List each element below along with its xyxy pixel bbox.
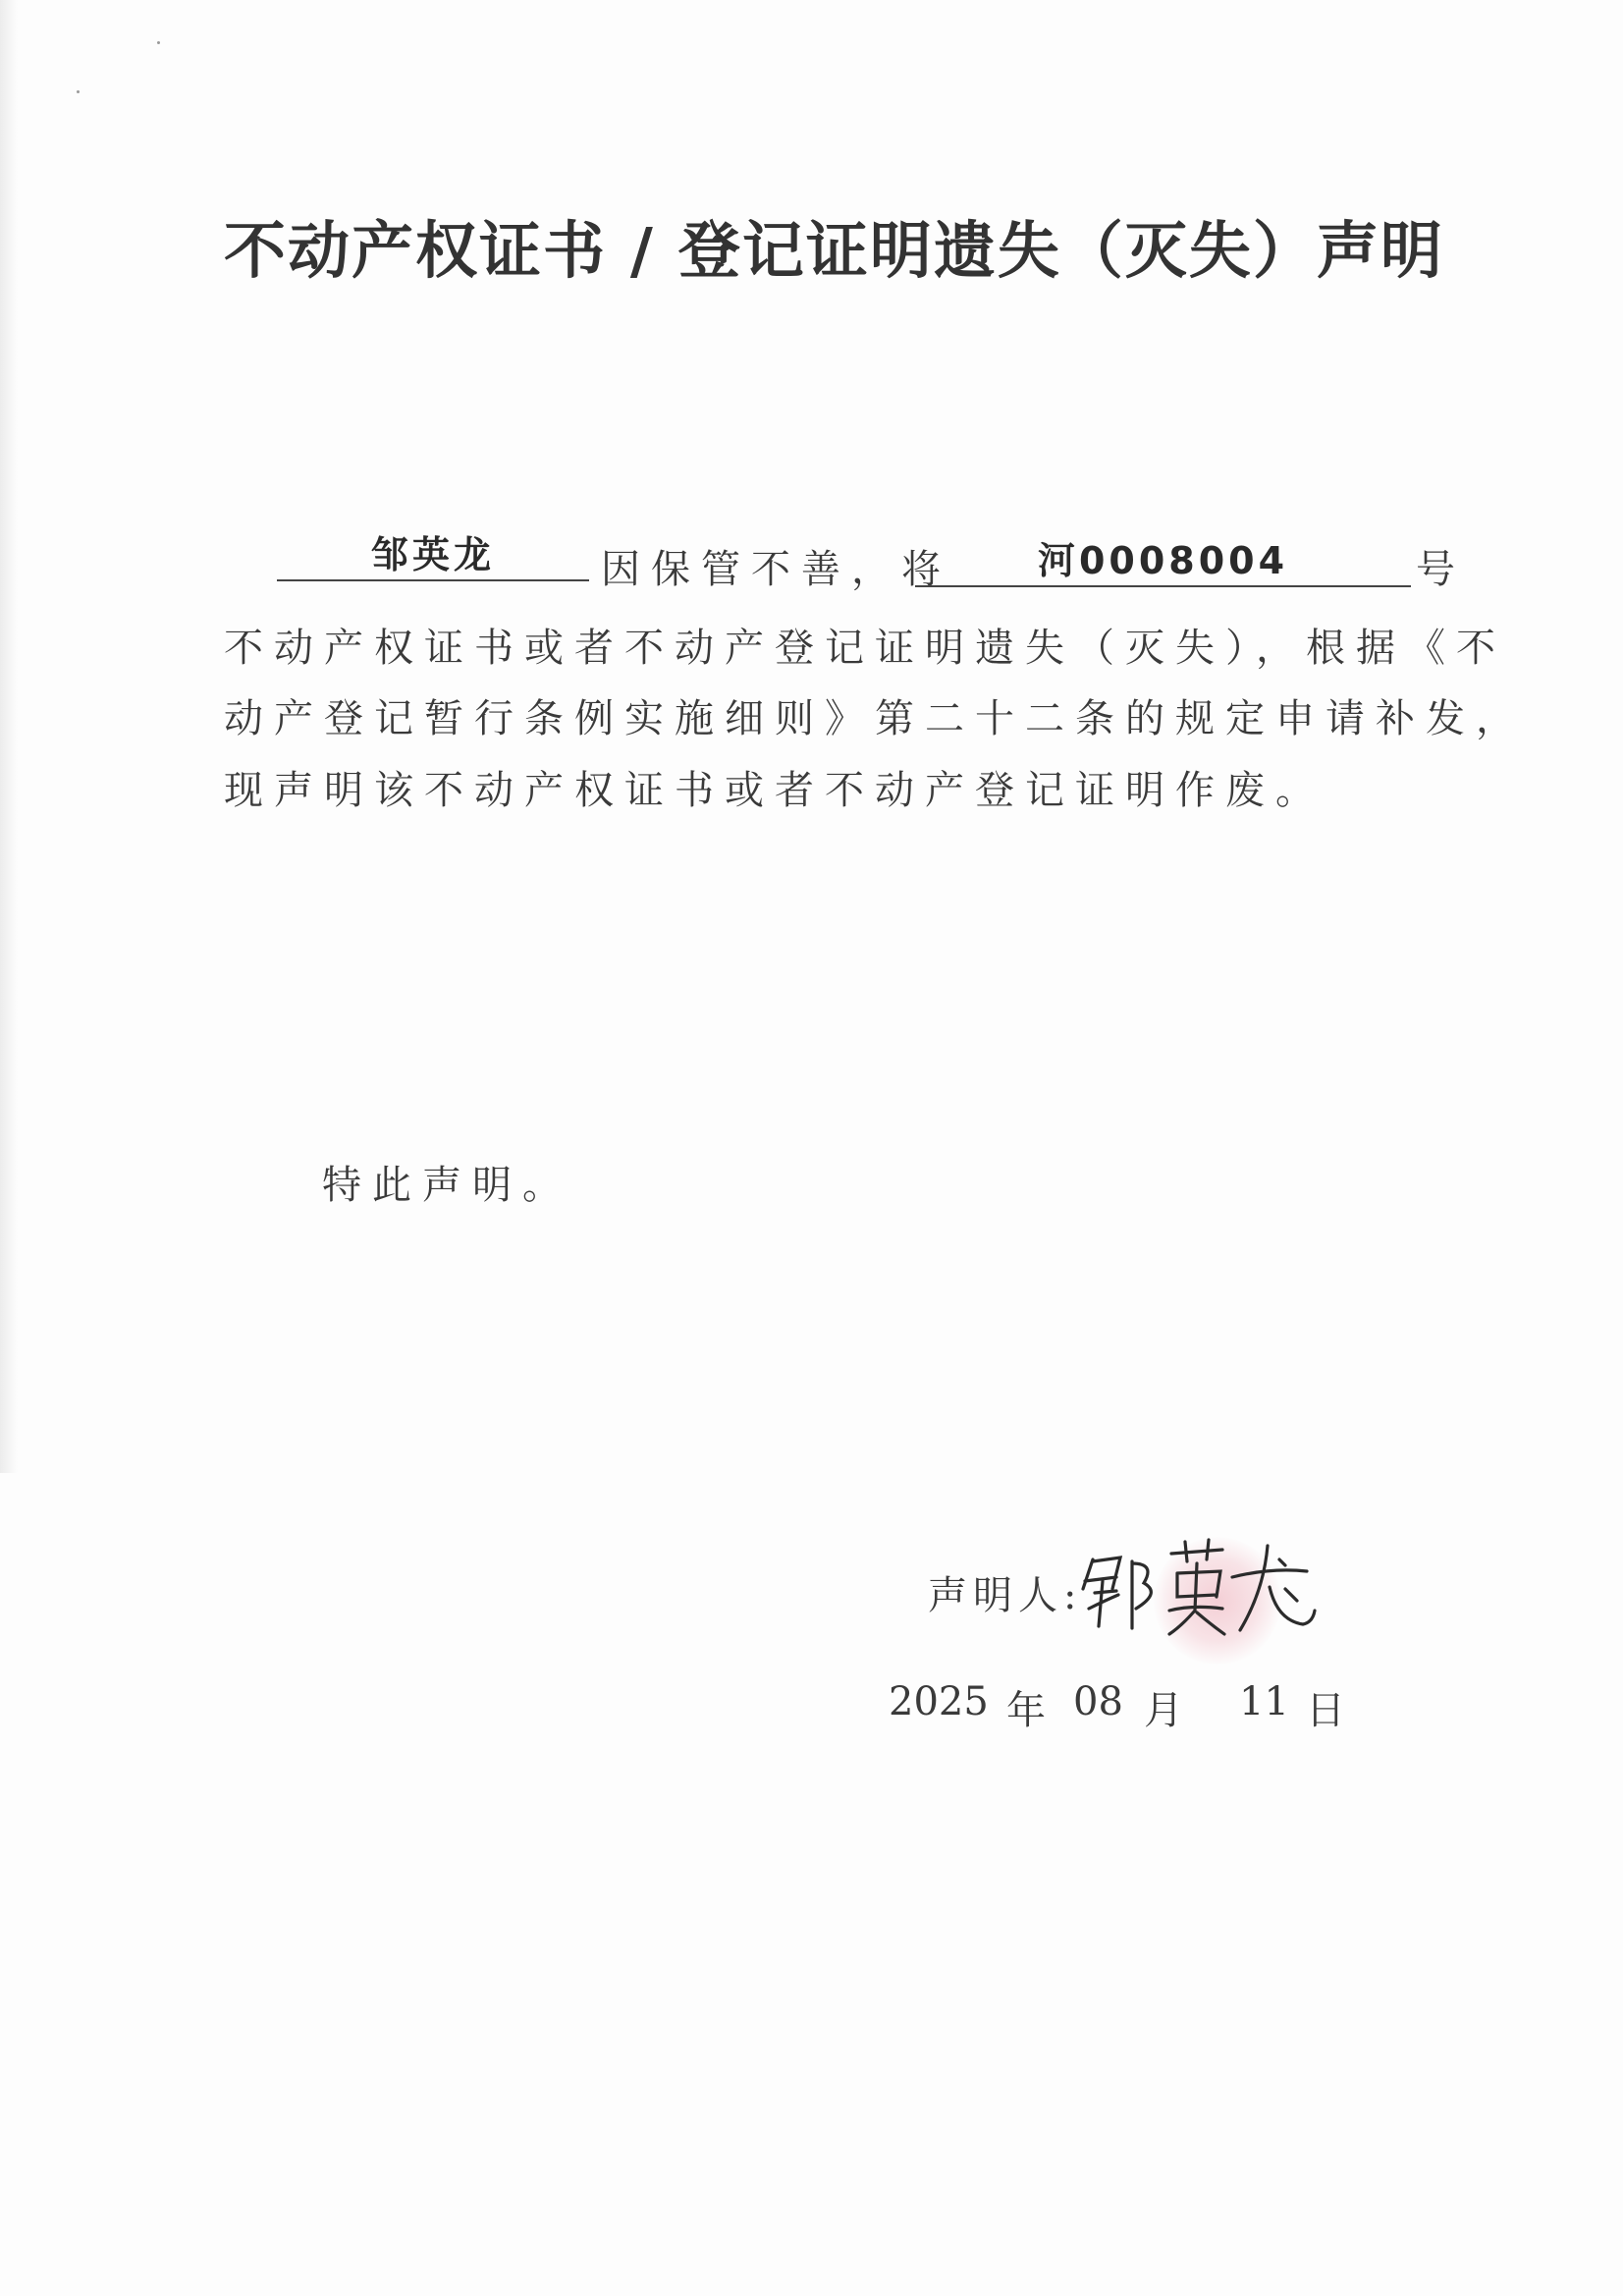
certificate-number-field: 河0008004	[915, 536, 1411, 587]
closing-statement: 特此声明。	[322, 1163, 572, 1208]
date-day-unit: 日	[1306, 1688, 1345, 1733]
date-month-unit: 月	[1144, 1688, 1183, 1733]
scan-edge-shadow	[0, 0, 18, 1473]
body-text-after-name: 因保管不善，将	[601, 547, 951, 592]
body-line-4: 现声明该不动产权证书或者不动产登记证明作废。	[224, 768, 1325, 813]
body-line-3: 动产登记暂行条例实施细则》第二十二条的规定申请补发，	[224, 696, 1526, 741]
body-line-2: 不动产权证书或者不动产登记证明遗失（灭失），根据《不	[224, 626, 1506, 671]
date-day: 11	[1239, 1679, 1289, 1724]
scan-speck	[157, 41, 160, 44]
declarant-label: 声明人:	[928, 1573, 1083, 1618]
date-month: 08	[1073, 1679, 1123, 1724]
document-title: 不动产权证书 / 登记证明遗失（灭失）声明	[224, 215, 1444, 287]
body-text-after-number: 号	[1416, 547, 1466, 592]
handwritten-signature	[1075, 1532, 1321, 1650]
date-year-unit: 年	[1006, 1688, 1046, 1733]
scan-speck	[77, 90, 80, 93]
name-fill-field: 邹英龙	[277, 530, 589, 581]
date-year: 2025	[889, 1679, 989, 1724]
